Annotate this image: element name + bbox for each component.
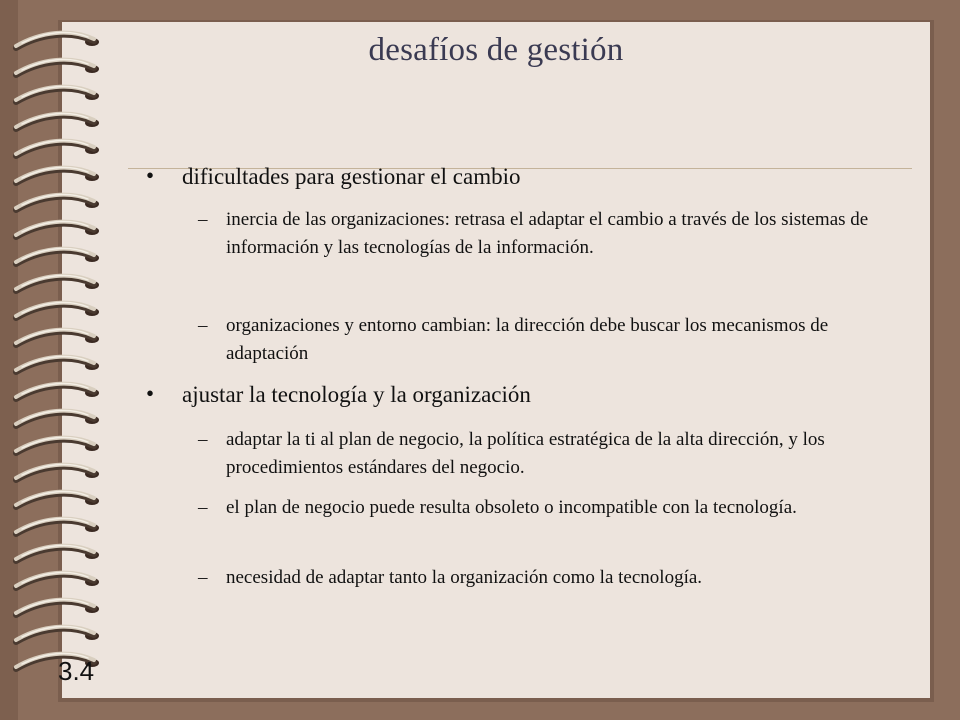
list-item: – necesidad de adaptar tanto la organización como la tecnología. xyxy=(226,564,886,592)
list-item: – inercia de las organizaciones: retrasa el adaptar el cambio a través de los sistemas de información y las tecnologías de la información. xyxy=(226,206,886,262)
page-number: 3.4 xyxy=(58,656,95,686)
bullet-dot: • xyxy=(146,163,155,188)
bullet-dot: • xyxy=(146,381,155,406)
dash-marker: – xyxy=(198,429,208,450)
dash-marker: – xyxy=(198,209,208,230)
list-item: – organizaciones y entorno cambian: la dirección debe buscar los mecanismos de adaptación xyxy=(226,312,886,368)
dash-marker: – xyxy=(198,315,208,336)
slide-title: desafíos de gestión xyxy=(368,32,624,68)
section-heading: • ajustar la tecnología y la organización xyxy=(146,381,531,407)
dash-marker: – xyxy=(198,567,208,588)
list-item: – adaptar la ti al plan de negocio, la política estratégica de la alta dirección, y los procedimientos estándares del negocio. xyxy=(226,426,886,482)
list-item: – el plan de negocio puede resulta obsoleto o incompatible con la tecnología. xyxy=(226,494,886,522)
dash-marker: – xyxy=(198,497,208,518)
section-heading: • dificultades para gestionar el cambio xyxy=(146,163,521,189)
